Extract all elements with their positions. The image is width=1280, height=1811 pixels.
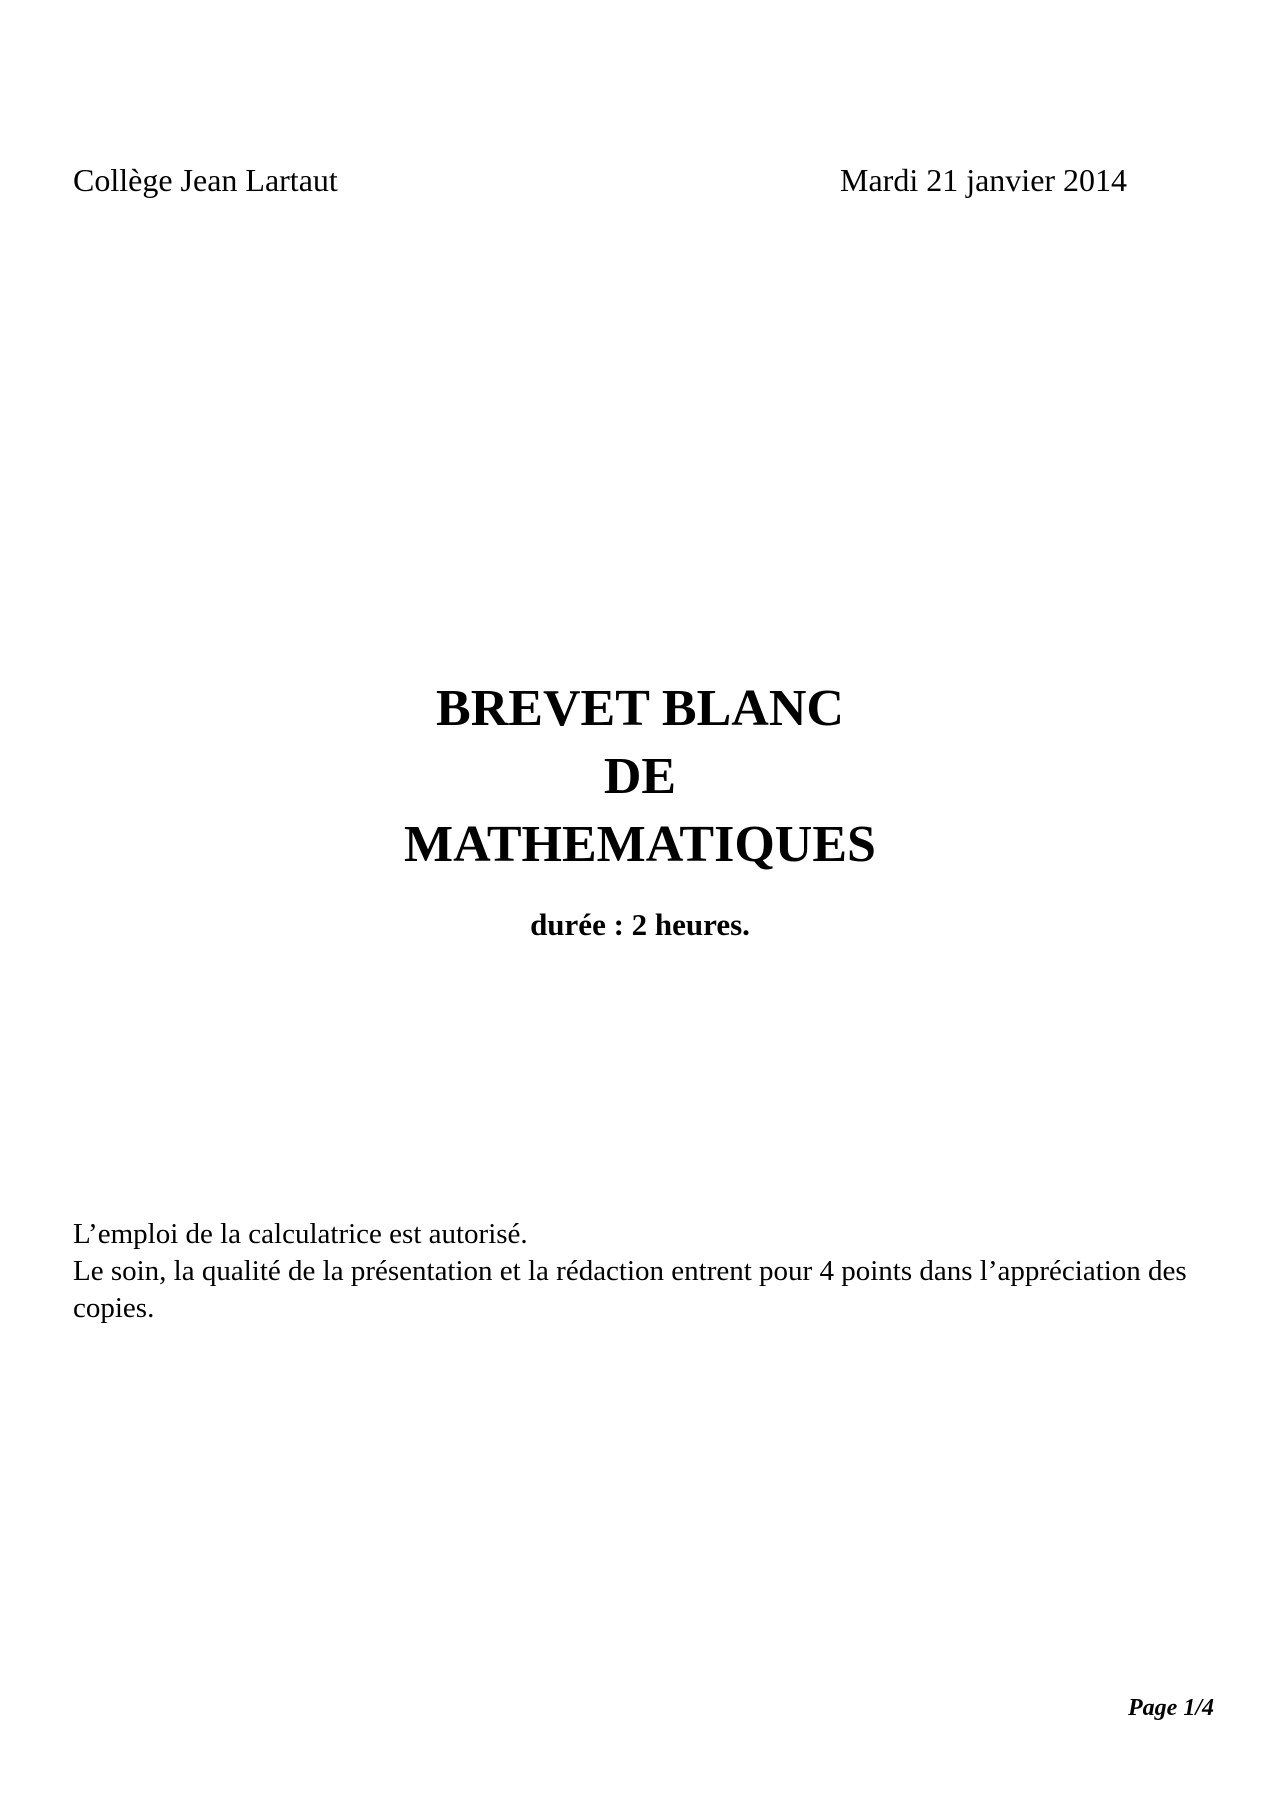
exam-duration: durée : 2 heures. <box>530 907 750 942</box>
title-line-2: DE <box>603 748 677 805</box>
exam-date: Mardi 21 janvier 2014 <box>840 162 1128 198</box>
title-line-3: MATHEMATIQUES <box>404 816 876 873</box>
calculator-rule: L’emploi de la calculatrice est autorisé. <box>73 1218 528 1250</box>
page-number: Page 1/4 <box>1128 1695 1214 1721</box>
exam-title <box>0 675 1280 879</box>
school-name: Collège Jean Lartaut <box>73 162 338 198</box>
presentation-rule: Le soin, la qualité de la présentation et la rédaction entrent pour 4 points dans l’appréciation des copies. <box>73 1255 1187 1324</box>
title-line-1: BREVET BLANC <box>436 680 844 737</box>
exam-instructions <box>73 1216 1213 1327</box>
